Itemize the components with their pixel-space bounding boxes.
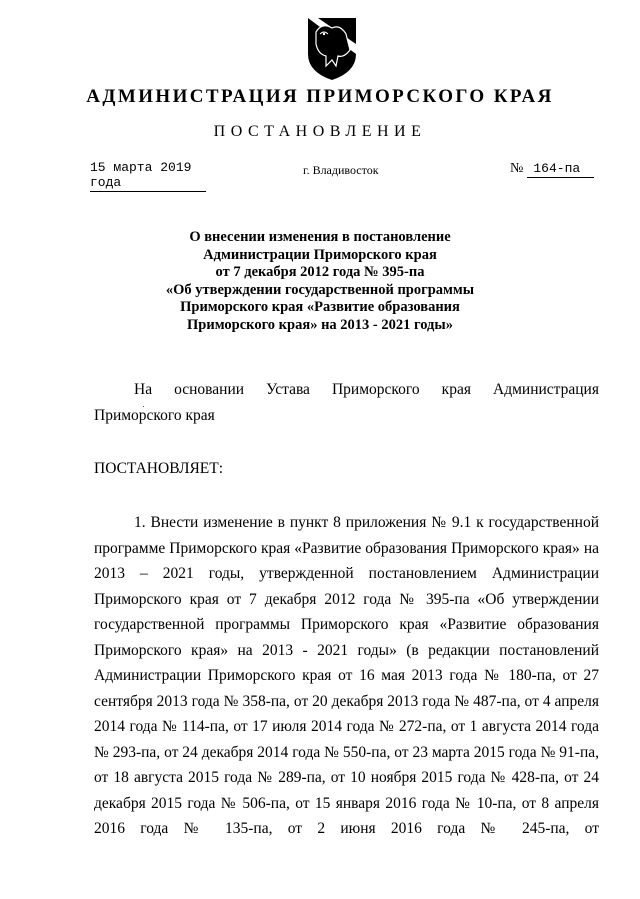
document-city: г. Владивосток [303,163,379,177]
item-1-paragraph: 1. Внести изменение в пункт 8 приложения № 9.1 к государственной программе Приморского края «Развитие образования Приморского края» на 2013 – 2021 годы, утвержденной постановлением Администрации Приморского края от 7 декабря 2012 года № 395-па «Об утверждении государственной программы Приморского края «Развитие образования Приморского края» на 2013 - 2021 годы» (в редакции постановлений Администрации Приморского края от 16 мая 2013 года № 180-па, от 27 сентября 2013 года № 358-па, от 20 декабря 2013 года № 487-па, от 4 апреля 2014 года № 114-па, от 17 июля 2014 года № 272-па, от 1 августа 2014 года № 293-па, от 24 декабря 2014 года № 550-па, от 23 марта 2015 года № 91-па, от 18 августа 2015 года № 289-па, от 10 ноября 2015 года № 428-па, от 24 декабря 2015 года № 506-па, от 15 января 2016 года № 10-па, от 8 апреля 2016 года № 135-па, от 2 июня 2016 года № 245-па, от [94,514,599,837]
document-type: ПОСТАНОВЛЕНИЕ [213,123,427,140]
title-line: О внесении изменения в постановление [189,229,451,245]
document-date: 15 марта 2019 года [90,160,206,192]
resolution-heading: ПОСТАНОВЛЯЕТ: [94,460,224,477]
number-label: № [510,161,524,176]
number-value: 164-па [527,161,594,178]
title-line: «Об утверждении государственной программы [165,281,475,298]
document-title [0,229,640,334]
basis-paragraph: На основании Устава Приморского края Администрация Приморского края [94,381,599,424]
title-line: Администрации Приморского края [203,246,437,263]
scan-speck [143,406,144,407]
coat-of-arms-emblem [302,14,362,84]
title-line: Приморского края» на 2013 - 2021 годы» [187,316,453,333]
title-line: Приморского края «Развитие образования [180,299,460,315]
organization-name: АДМИНИСТРАЦИЯ ПРИМОРСКОГО КРАЯ [86,86,554,107]
document-number [510,161,594,177]
title-line: от 7 декабря 2012 года № 395-па [215,264,425,280]
